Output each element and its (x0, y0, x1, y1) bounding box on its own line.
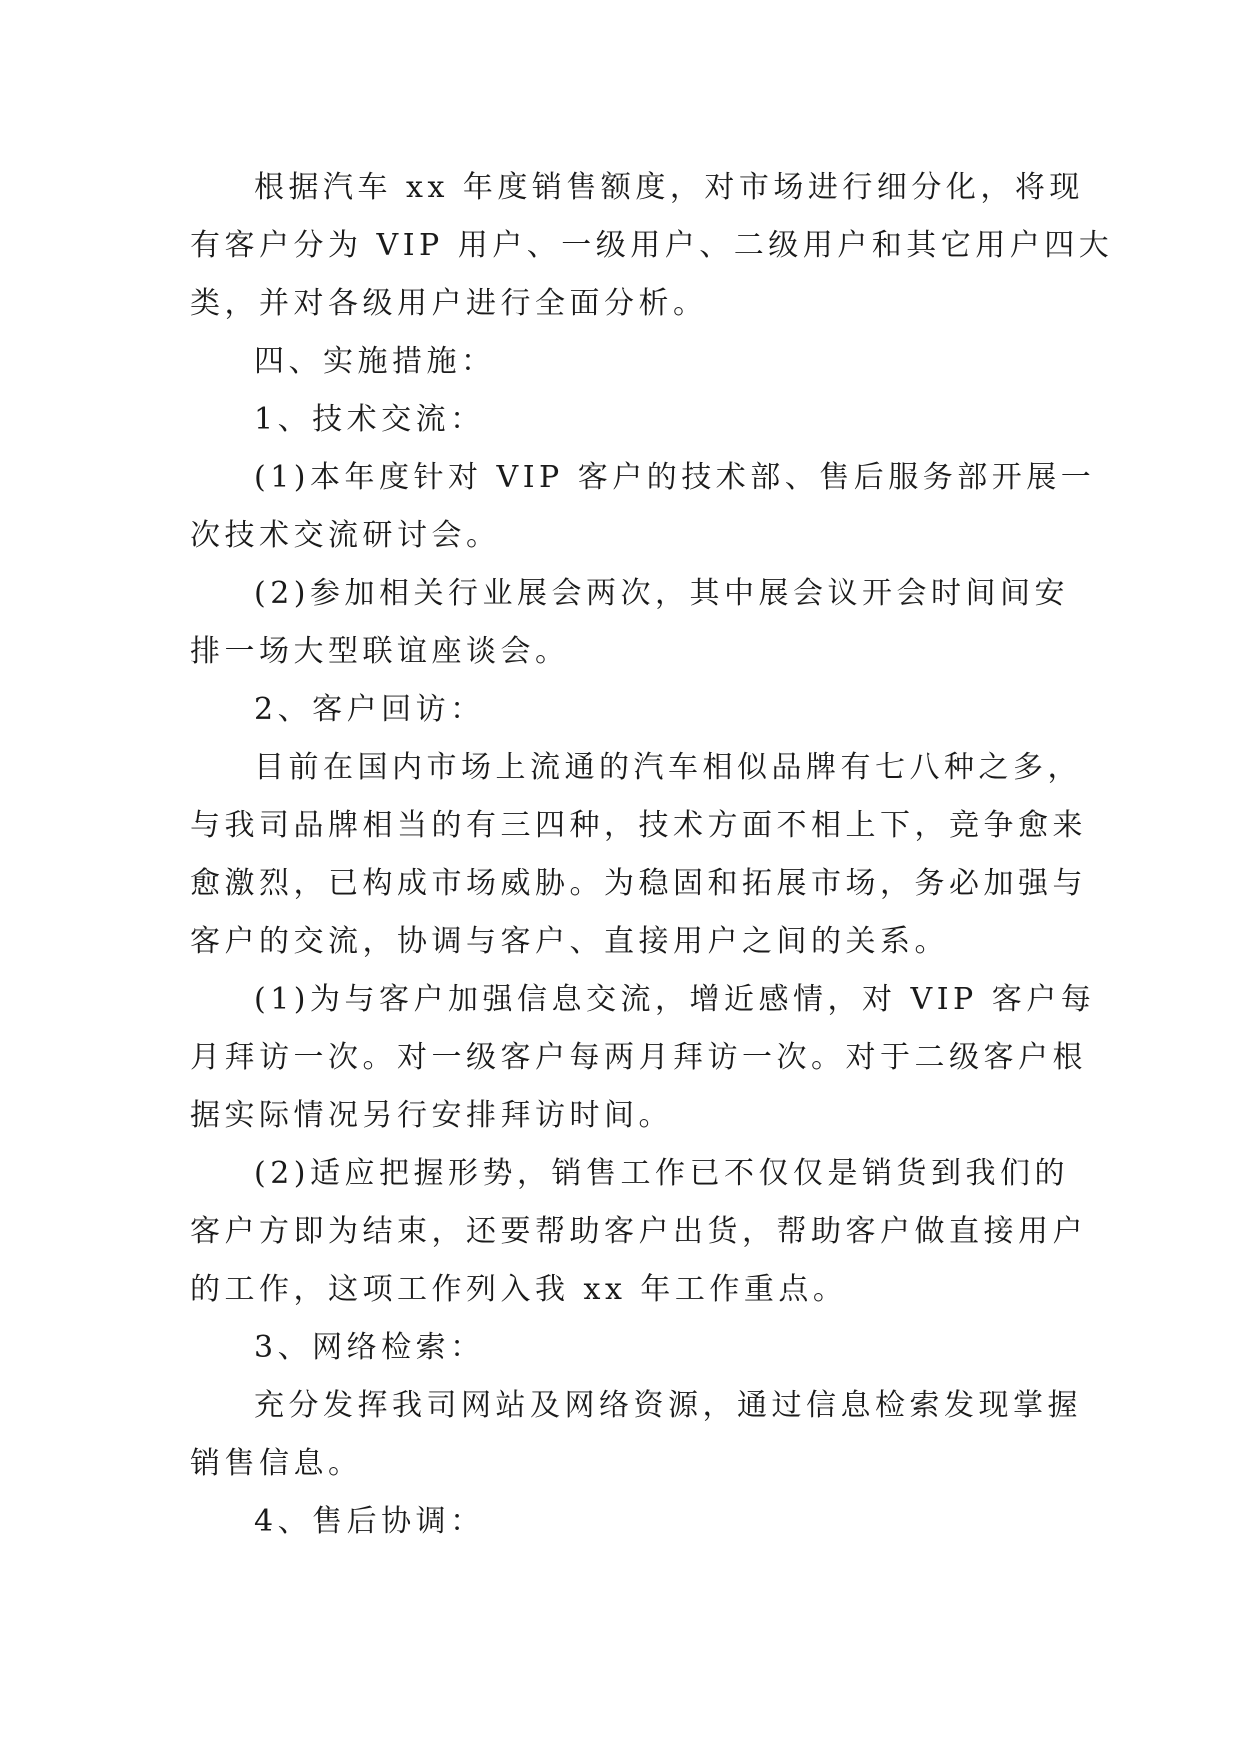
subsection-heading: 3、网络检索： (254, 1330, 485, 1365)
text-line: 愈激烈，已构成市场威胁。为稳固和拓展市场，务必加强与 (190, 866, 1087, 901)
text-line: (2)参加相关行业展会两次，其中展会议开会时间间安 (254, 576, 1069, 611)
text-line: 充分发挥我司网站及网络资源，通过信息检索发现掌握 (254, 1388, 1082, 1423)
subsection-heading: 1、技术交流： (254, 402, 485, 437)
section-heading: 四、实施措施： (254, 344, 496, 379)
text-line: (1)为与客户加强信息交流，增近感情，对 VIP 客户每 (254, 982, 1096, 1017)
text-line: 根据汽车 xx 年度销售额度，对市场进行细分化，将现 (254, 170, 1084, 205)
text-line: 据实际情况另行安排拜访时间。 (190, 1098, 673, 1133)
text-line: 与我司品牌相当的有三四种，技术方面不相上下，竞争愈来 (190, 808, 1087, 843)
text-line: 有客户分为 VIP 用户、一级用户、二级用户和其它用户四大 (190, 228, 1114, 263)
subsection-heading: 2、客户回访： (254, 692, 485, 727)
subsection-heading: 4、售后协调： (254, 1504, 485, 1539)
text-line: 类，并对各级用户进行全面分析。 (190, 286, 708, 321)
text-line: 月拜访一次。对一级客户每两月拜访一次。对于二级客户根 (190, 1040, 1087, 1075)
text-line: (1)本年度针对 VIP 客户的技术部、售后服务部开展一 (254, 460, 1096, 495)
text-line: 客户方即为结束，还要帮助客户出货，帮助客户做直接用户 (190, 1214, 1087, 1249)
text-line: 排一场大型联谊座谈会。 (190, 634, 570, 669)
text-line: 的工作，这项工作列入我 xx 年工作重点。 (190, 1272, 848, 1307)
text-line: 销售信息。 (190, 1446, 363, 1481)
text-line: 客户的交流，协调与客户、直接用户之间的关系。 (190, 924, 949, 959)
text-line: (2)适应把握形势，销售工作已不仅仅是销货到我们的 (254, 1156, 1069, 1191)
text-line: 次技术交流研讨会。 (190, 518, 501, 553)
document-body (190, 159, 1114, 1551)
text-line: 目前在国内市场上流通的汽车相似品牌有七八种之多， (254, 750, 1082, 785)
